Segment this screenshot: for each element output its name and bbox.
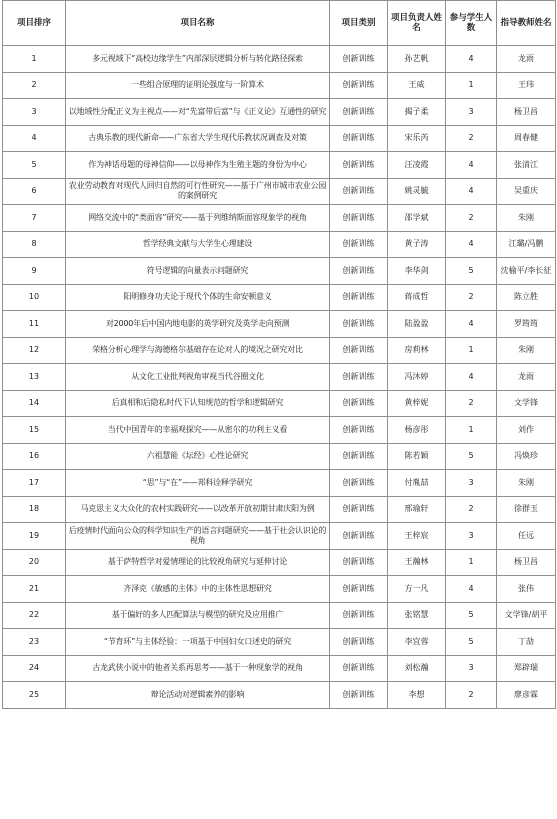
cell-leader: 王威 <box>388 72 446 99</box>
table-row <box>3 311 556 338</box>
cell-category: 创新训练 <box>330 72 388 99</box>
cell-members: 5 <box>446 258 497 285</box>
table-header-row <box>3 1 556 46</box>
cell-no: 6 <box>3 178 66 205</box>
cell-category: 创新训练 <box>330 284 388 311</box>
cell-advisor: 朱刚 <box>497 337 556 364</box>
cell-title: 基于偏好的多人匹配算法与模型的研究及应用推广 <box>66 602 330 629</box>
cell-no: 5 <box>3 152 66 179</box>
cell-category: 创新训练 <box>330 311 388 338</box>
cell-no: 12 <box>3 337 66 364</box>
cell-leader: 杨彦彤 <box>388 417 446 444</box>
header-category: 项目类别 <box>330 1 388 46</box>
cell-no: 14 <box>3 390 66 417</box>
cell-leader: 姚灵毓 <box>388 178 446 205</box>
cell-advisor: 罗筠筠 <box>497 311 556 338</box>
cell-title: 古典乐教的现代新命——广东省大学生现代乐教状况调查及对策 <box>66 125 330 152</box>
table-body <box>3 46 556 709</box>
cell-no: 10 <box>3 284 66 311</box>
cell-no: 4 <box>3 125 66 152</box>
cell-title: 对2000年后中国内地电影的英学研究及英学走向预测 <box>66 311 330 338</box>
cell-category: 创新训练 <box>330 231 388 258</box>
cell-category: 创新训练 <box>330 443 388 470</box>
table-row <box>3 470 556 497</box>
cell-leader: 张铭慧 <box>388 602 446 629</box>
cell-members: 3 <box>446 655 497 682</box>
cell-no: 7 <box>3 205 66 232</box>
table-row <box>3 125 556 152</box>
table-row <box>3 443 556 470</box>
cell-advisor: 吴重庆 <box>497 178 556 205</box>
cell-members: 4 <box>446 311 497 338</box>
header-title: 项目名称 <box>66 1 330 46</box>
table-row <box>3 152 556 179</box>
cell-members: 2 <box>446 125 497 152</box>
cell-no: 22 <box>3 602 66 629</box>
cell-title: 符号逻辑的向量表示问题研究 <box>66 258 330 285</box>
table-row <box>3 231 556 258</box>
cell-members: 5 <box>446 443 497 470</box>
table-row <box>3 629 556 656</box>
cell-category: 创新训练 <box>330 205 388 232</box>
cell-title: 古龙武侠小说中的他者关系再思考——基于一种现象学的视角 <box>66 655 330 682</box>
cell-leader: 孙艺帆 <box>388 46 446 73</box>
cell-title: 六祖慧能《坛经》心性论研究 <box>66 443 330 470</box>
cell-title: 马克思主义大众化的农村实践研究——以改革开放初期甘肃庆阳为例 <box>66 496 330 523</box>
cell-advisor: 陈立胜 <box>497 284 556 311</box>
cell-leader: 陈若颖 <box>388 443 446 470</box>
cell-no: 25 <box>3 682 66 709</box>
cell-members: 3 <box>446 470 497 497</box>
table-row <box>3 602 556 629</box>
cell-no: 24 <box>3 655 66 682</box>
cell-advisor: 龙雨 <box>497 364 556 391</box>
cell-leader: 蒋成哲 <box>388 284 446 311</box>
cell-title: 后真相和后隐私时代下认知规范的哲学和逻辑研究 <box>66 390 330 417</box>
cell-category: 创新训练 <box>330 470 388 497</box>
cell-title: 阳明修身功夫论于现代个体的生命安顿意义 <box>66 284 330 311</box>
table-row <box>3 682 556 709</box>
cell-leader: 陆盈盈 <box>388 311 446 338</box>
cell-advisor: 杨卫昌 <box>497 549 556 576</box>
cell-category: 创新训练 <box>330 178 388 205</box>
cell-category: 创新训练 <box>330 46 388 73</box>
cell-members: 4 <box>446 152 497 179</box>
cell-title: 荣格分析心理学与海德格尔基础存在论对人的境况之研究对比 <box>66 337 330 364</box>
cell-members: 2 <box>446 284 497 311</box>
cell-advisor: 龙雨 <box>497 46 556 73</box>
table-row <box>3 46 556 73</box>
cell-title: 一些组合原理的证明论强度与一阶算术 <box>66 72 330 99</box>
cell-advisor: 文学锋/胡平 <box>497 602 556 629</box>
cell-category: 创新训练 <box>330 337 388 364</box>
cell-leader: 黄梓妮 <box>388 390 446 417</box>
table-row <box>3 549 556 576</box>
cell-title: 齐泽克《敏感的主体》中的主体性思想研究 <box>66 576 330 603</box>
table-row <box>3 99 556 126</box>
cell-members: 1 <box>446 549 497 576</box>
cell-no: 15 <box>3 417 66 444</box>
cell-title: 从文化工业批判视角审视当代谷圈文化 <box>66 364 330 391</box>
cell-title: 辩论活动对逻辑素养的影响 <box>66 682 330 709</box>
cell-title: 多元视域下“高校边缘学生”内部深层逻辑分析与转化路径探索 <box>66 46 330 73</box>
cell-category: 创新训练 <box>330 549 388 576</box>
table-row <box>3 258 556 285</box>
header-no: 项目排序 <box>3 1 66 46</box>
cell-leader: 揭子柔 <box>388 99 446 126</box>
cell-advisor: 王玮 <box>497 72 556 99</box>
cell-category: 创新训练 <box>330 152 388 179</box>
header-leader: 项目负责人姓名 <box>388 1 446 46</box>
cell-no: 3 <box>3 99 66 126</box>
cell-category: 创新训练 <box>330 629 388 656</box>
cell-members: 1 <box>446 417 497 444</box>
cell-title: 基于萨特哲学对爱情理论的比较视角研究与延伸讨论 <box>66 549 330 576</box>
cell-category: 创新训练 <box>330 655 388 682</box>
cell-members: 2 <box>446 205 497 232</box>
cell-advisor: 任远 <box>497 523 556 550</box>
cell-members: 4 <box>446 576 497 603</box>
cell-advisor: 杨卫昌 <box>497 99 556 126</box>
cell-category: 创新训练 <box>330 496 388 523</box>
table-row <box>3 205 556 232</box>
cell-leader: 李想 <box>388 682 446 709</box>
table-row <box>3 496 556 523</box>
cell-no: 23 <box>3 629 66 656</box>
table-row <box>3 523 556 550</box>
cell-members: 4 <box>446 46 497 73</box>
table-row <box>3 284 556 311</box>
cell-title: 网络交流中的“类面容”研究——基于列维纳斯面容现象学的视角 <box>66 205 330 232</box>
cell-no: 13 <box>3 364 66 391</box>
table-row <box>3 178 556 205</box>
cell-advisor: 丁劼 <box>497 629 556 656</box>
cell-category: 创新训练 <box>330 99 388 126</box>
cell-title: 作为神话母题的母神信仰——以母神作为生殖主题的身份为中心 <box>66 152 330 179</box>
cell-leader: 王瀚林 <box>388 549 446 576</box>
header-members: 参与学生人数 <box>446 1 497 46</box>
cell-advisor: 刘作 <box>497 417 556 444</box>
table-row <box>3 655 556 682</box>
table-row <box>3 417 556 444</box>
table-row <box>3 576 556 603</box>
cell-members: 3 <box>446 99 497 126</box>
table-row <box>3 364 556 391</box>
cell-leader: 方一凡 <box>388 576 446 603</box>
cell-members: 2 <box>446 682 497 709</box>
cell-title: 哲学经典文献与大学生心理建设 <box>66 231 330 258</box>
cell-leader: 宋乐芮 <box>388 125 446 152</box>
cell-advisor: 文学锋 <box>497 390 556 417</box>
cell-category: 创新训练 <box>330 576 388 603</box>
table-row <box>3 72 556 99</box>
header-advisor: 指导教师姓名 <box>497 1 556 46</box>
table-row <box>3 390 556 417</box>
cell-advisor: 徐群玉 <box>497 496 556 523</box>
cell-category: 创新训练 <box>330 417 388 444</box>
cell-no: 8 <box>3 231 66 258</box>
cell-title: 以地域性分配正义为主视点——对“先富带后富”与《正义论》互通性的研究 <box>66 99 330 126</box>
table-row <box>3 337 556 364</box>
cell-category: 创新训练 <box>330 523 388 550</box>
cell-title: “节育环”与主体经验：一项基于中国妇女口述史的研究 <box>66 629 330 656</box>
cell-no: 19 <box>3 523 66 550</box>
cell-advisor: 张伟 <box>497 576 556 603</box>
cell-members: 4 <box>446 231 497 258</box>
cell-leader: 邢瑜轩 <box>388 496 446 523</box>
cell-title: 农业劳动教育对现代人回归自然的可行性研究——基于广州市城市农业公园的案例研究 <box>66 178 330 205</box>
cell-no: 16 <box>3 443 66 470</box>
cell-leader: 邵学斌 <box>388 205 446 232</box>
project-table <box>2 0 556 709</box>
cell-members: 5 <box>446 602 497 629</box>
cell-leader: 房莉林 <box>388 337 446 364</box>
cell-category: 创新训练 <box>330 602 388 629</box>
cell-advisor: 冯焕珍 <box>497 443 556 470</box>
cell-category: 创新训练 <box>330 364 388 391</box>
cell-title: “思”与“在”——邦科诠释学研究 <box>66 470 330 497</box>
cell-leader: 冯沐婷 <box>388 364 446 391</box>
cell-leader: 汪凌霞 <box>388 152 446 179</box>
cell-members: 2 <box>446 390 497 417</box>
cell-no: 2 <box>3 72 66 99</box>
cell-no: 21 <box>3 576 66 603</box>
cell-category: 创新训练 <box>330 125 388 152</box>
cell-no: 9 <box>3 258 66 285</box>
cell-members: 3 <box>446 523 497 550</box>
cell-no: 11 <box>3 311 66 338</box>
cell-members: 5 <box>446 629 497 656</box>
cell-no: 20 <box>3 549 66 576</box>
cell-category: 创新训练 <box>330 258 388 285</box>
cell-advisor: 张清江 <box>497 152 556 179</box>
cell-members: 4 <box>446 364 497 391</box>
cell-leader: 王梓宸 <box>388 523 446 550</box>
cell-members: 2 <box>446 496 497 523</box>
cell-category: 创新训练 <box>330 390 388 417</box>
cell-title: 后疫情时代面向公众的科学知识生产的语言问题研究——基于社会认识论的视角 <box>66 523 330 550</box>
cell-advisor: 朱刚 <box>497 470 556 497</box>
cell-leader: 李华剑 <box>388 258 446 285</box>
cell-advisor: 郑辟瑞 <box>497 655 556 682</box>
cell-leader: 刘松瀚 <box>388 655 446 682</box>
cell-advisor: 廖彦霖 <box>497 682 556 709</box>
cell-title: 当代中国青年的幸福观探究——从密尔的功利主义看 <box>66 417 330 444</box>
cell-advisor: 周春健 <box>497 125 556 152</box>
cell-members: 1 <box>446 337 497 364</box>
cell-no: 1 <box>3 46 66 73</box>
cell-no: 17 <box>3 470 66 497</box>
cell-advisor: 朱刚 <box>497 205 556 232</box>
cell-leader: 李宜蓉 <box>388 629 446 656</box>
cell-members: 1 <box>446 72 497 99</box>
cell-leader: 黄子涛 <box>388 231 446 258</box>
cell-advisor: 沈榆平/李长征 <box>497 258 556 285</box>
cell-category: 创新训练 <box>330 682 388 709</box>
cell-no: 18 <box>3 496 66 523</box>
cell-members: 4 <box>446 178 497 205</box>
cell-leader: 付胤喆 <box>388 470 446 497</box>
cell-advisor: 江璐/冯鹏 <box>497 231 556 258</box>
